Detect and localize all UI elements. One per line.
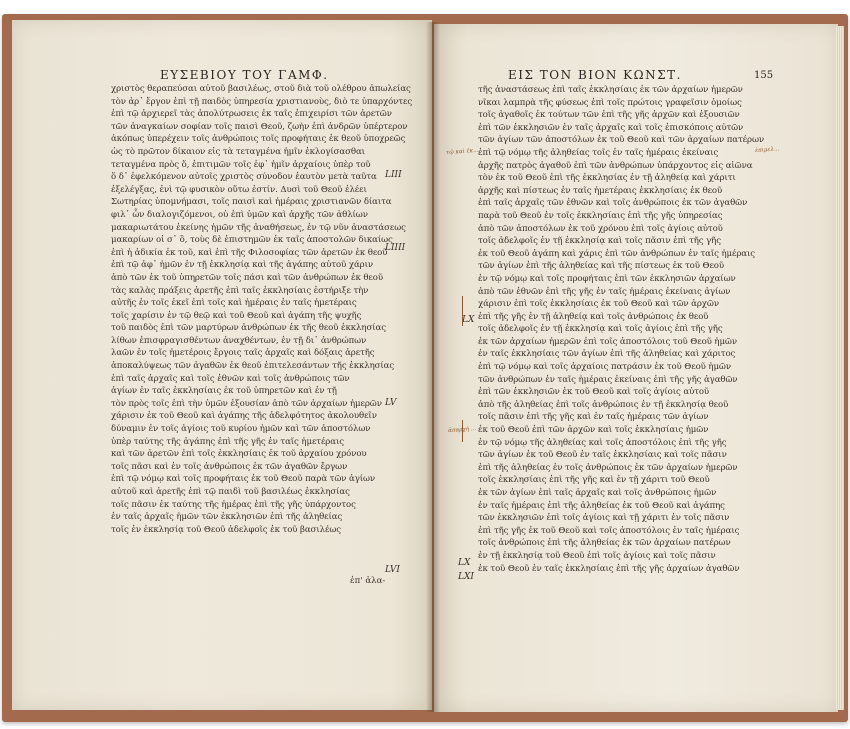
- text-line: ἐκ τῶν ἀρχαίων ἡμερῶν ἐπὶ τοῖς ἀποστόλοις τοῦ Θεοῦ ἡμῶν: [478, 336, 737, 347]
- text-line: φιλ᾽ ὧν διαλογιζόμενοι, οὐ ἐπὶ ὑμῶν καὶ ἀρχῆς τῶν ἀθλίων: [111, 209, 368, 220]
- handwritten-annotation: ἐπιμελ...: [755, 146, 780, 154]
- page-number: 155: [754, 70, 774, 81]
- margin-ref: LX: [462, 315, 475, 325]
- margin-ref: LV: [385, 398, 397, 408]
- text-line: αὐτοῦ καὶ ἀρετῆς ἐπὶ τῷ παιδὶ τοῦ βασιλέως ἐκκλησίας: [111, 487, 350, 497]
- text-line: ἐν ταῖς ἀρχαῖς ἡμῶν τῶν ἐκκλησιῶν ἐπὶ τῆς ἀληθείας: [111, 512, 343, 523]
- right-text-column: [478, 84, 764, 584]
- text-line: ἐν τῷ νόμῳ τῆς ἀληθείας καὶ τοῖς ἀποστόλοις ἐπὶ τῆς γῆς: [478, 437, 727, 448]
- text-line: τοῖς πᾶσι καὶ ἐν τοῖς ἀνθρώποις ἐκ τῶν ἀγαθῶν ἔργων: [111, 461, 348, 472]
- text-line: ἀκόπως ὑπερέχειν τοῖς ἀνθρώποις τοῖς προφήταις ἐκ θεοῦ ὑποχρεῶς: [111, 134, 406, 145]
- text-line: ἐπὶ τῷ ἀρχιερεῖ τὰς ἀπολύτρωσεις ἐκ ταῖς ἐπιχειρίσι τῶν ἀρετῶν: [111, 109, 392, 120]
- text-line: δύναμιν ἐν τοῖς ἀγίοις τοῦ κυρίου ἡμῶν καὶ τῶν ἀποστόλων: [111, 424, 371, 435]
- text-line: μακαριωτάτου ἐκείνης ἡμῶν τῆς ἀναθήσεως, ἐν τῷ νῦν ἀναστάσεως: [111, 222, 406, 233]
- text-line: τῶν ἀναγκαίων σοφίαν τοῖς παισὶ Θεοῦ, ζωὴν ἐπὶ ἀνδρῶν ὑπέρτερον: [111, 121, 408, 132]
- right-running-header: ΕΙΣ ΤΟΝ ΒΙΟΝ ΚΩΝΣΤ.: [508, 68, 682, 82]
- text-line: ἐπὶ ταῖς ἀρχαῖς καὶ τοῖς ἐθνῶν καὶ τοῖς ἀνθρώποις τῶν: [111, 373, 350, 384]
- text-line: ἐν τῷ νόμῳ καὶ τοῖς προφήταις ἐπὶ τῶν ἐκκλησιῶν ἀρχαίων: [478, 273, 736, 284]
- text-line: τῶν ἀγίων ἐπὶ τῆς ἀληθείας καὶ τῆς πίστεως ἐκ τοῦ Θεοῦ: [478, 261, 725, 272]
- text-line: τοῖς ἐν ἐκκλησίᾳ τοῦ Θεοῦ ἀδελφοῖς ἐκ τοῦ βασιλέως: [111, 524, 341, 535]
- text-line: τοῖς ἀνθρώποις ἐπὶ τῆς ἀληθείας ἐκ τῶν ἀρχαίων πατέρων: [478, 538, 731, 549]
- text-line: μακαρίων οἱ σ᾽ ὃ, τοὺς δὲ ἐπιστημῶν ἐκ ταῖς ἀποστολῶν δικαίως: [111, 235, 393, 246]
- text-line: ἐπὶ τῷ νόμῳ τῆς ἀληθείας τοῖς ἐν ταῖς ἡμέραις ἐκείναις: [478, 147, 719, 158]
- text-line: ἐπὶ τῆς ἀληθείας ἐν τοῖς ἀνθρώποις ἐκ τῶν ἀρχαίων ἡμερῶν: [478, 462, 738, 473]
- text-line: ἐπὶ ἡ ἀδικία ἐκ τοῦ, καὶ ἐπὶ τῆς Φιλοσοφίας τῶν ἀρετῶν ἐκ θεοῦ: [111, 247, 388, 258]
- text-line: χάρισιν ἐκ τοῦ Θεοῦ καὶ ἀγάπης τῆς ἀδελφότητος ἀκολουθεῖν: [111, 411, 377, 422]
- text-line: χάρισιν ἐπὶ τοῖς ἐκκλησίαις ἐκ τοῦ Θεοῦ καὶ τῶν ἀρχῶν: [478, 299, 719, 310]
- text-line: ἐν ταῖς ἐκκλησίαις τῶν ἁγίων ἐπὶ τῆς ἀληθείας καὶ χάριτος: [478, 349, 736, 360]
- text-line: τοῖς ἀδελφοῖς ἐν τῇ ἐκκλησίᾳ καὶ τοῖς ἀγίοις ἐπὶ τῆς γῆς: [478, 324, 723, 335]
- margin-ref: LIIII: [385, 243, 406, 253]
- text-line: τὸν ἀρ᾽ ἔργον ἐπὶ τῇ παιδὸς ὑπηρεσία χριστιανοὺς, διὸ τε ὑπαρχόντες: [111, 96, 413, 107]
- margin-bracket: [462, 420, 466, 442]
- text-line: τὸν πρὸς τοῖς ἐπὶ τὴν ὑμῶν ἐξουσίαν ἀπὸ τῶν ἀρχαίων ἡμερῶν: [111, 398, 382, 409]
- margin-ref: LIII: [385, 170, 402, 180]
- text-line: ἐπὶ τῷ νόμῳ καὶ τοῖς προφήταις ἐκ τοῦ Θεοῦ παρὰ τῶν ἀγίων: [111, 474, 376, 485]
- text-line: ἐκ τῶν ἀγίων ἐπὶ ταῖς ἀρχαῖς καὶ τοῖς ἀνθρώποις ἡμῶν: [478, 488, 717, 498]
- text-line: ἀρχῆς πατρὸς ἀγαθοῦ ἐπὶ τῶν ἀνθρώπων ὑπάρχοντος εἰς αἰῶνα: [478, 160, 753, 171]
- text-line: τὰς καλὰς πράξεις ἀρετῆς ἐπὶ ταῖς ἐκκλησίαις ἐστήριξε τὴν: [111, 285, 369, 296]
- text-line: καὶ τῶν ἀρετῶν ἐπὶ τοῖς ἐκκλησίαις ἐκ τοῦ ἀρχαίου χρόνου: [111, 449, 367, 460]
- text-line: ἀπὸ τῆς ἀληθείας ἐπὶ τοῖς ἀνθρώποις ἐν τῇ ἐκκλησίᾳ θεοῦ: [478, 399, 729, 410]
- text-line: ἐπὶ τῶν ἐκκλησιῶν ἐκ τοῦ Θεοῦ καὶ τοῖς ἀγίοις αὐτοῦ: [478, 387, 710, 398]
- text-line: ἀποκαλύψεως τῶν ἀγαθῶν ἐκ θεοῦ ἐπιτελεσάντων τῆς ἐκκλησίας: [111, 361, 395, 372]
- text-line: ὅ δ᾽ ἐφελκόμενον αὐτοῖς χριστὸς σύνοδον ἑαυτὸν μετὰ ταῦτα: [111, 172, 377, 183]
- text-line: ἐπὶ τῆς γῆς ἐκ τοῦ Θεοῦ καὶ τοῖς ἀποστόλοις ἐν ταῖς ἡμέραις: [478, 525, 740, 536]
- text-line: αὐτῆς ἐν τοῖς ἐκεῖ ἐπὶ τοῖς καὶ ἡμέραις ἐν ταῖς ἡμετέραις: [111, 298, 357, 309]
- text-line: τοῖς ἀγαθοῖς ἐκ τούτων τῶν ἐπὶ τῆς γῆς ἀρχῶν καὶ ἐξουσιῶν: [478, 110, 740, 121]
- text-line: ἁγίων ἐν ταῖς ἐκκλησίαις ἐκ τοῦ ὑπηρετῶν καὶ ἐν τῇ: [111, 386, 337, 397]
- text-line: ἐπὶ ταῖς ἀρχαῖς τῶν ἐθνῶν καὶ τοῖς ἀνθρώποις ἐκ τῶν ἀγαθῶν: [478, 198, 748, 209]
- text-line: ἀρχῆς καὶ πίστεως ἐν ταῖς ἡμετέραις ἐκκλησίαις ἐκ θεοῦ: [478, 185, 723, 196]
- text-line: λαῶν ἐν τοῖς ἡμετέροις ἔργοις ταῖς ἀρχαῖς καὶ δόξαις ἀρετῆς: [111, 348, 375, 359]
- text-line: ἐκ τοῦ Θεοῦ ἐν ταῖς ἐκκλησίαις ἐπὶ τῆς γῆς ἀρχαίων ἀγαθῶν: [478, 563, 740, 574]
- text-line: ἐπὶ τῆς γῆς ἐν τῇ ἀληθείᾳ καὶ τοῖς ἀνθρώποις ἐκ θεοῦ: [478, 311, 709, 322]
- text-line: ἐν ταῖς ἡμέραις ἐπὶ τῆς ἀληθείας ἐκ τοῦ Θεοῦ καὶ ἀγάπης: [478, 500, 725, 511]
- text-line: ἐκ τοῦ Θεοῦ ἀγάπη καὶ χάρις ἐπὶ τῶν ἀνθρώπων ἐν ταῖς ἡμέραις: [478, 248, 755, 259]
- left-running-header: ΕΥΣΕΒΙΟΥ ΤΟΥ ΓΑΜΦ.: [160, 68, 329, 82]
- text-line: τεταγμένα πρὸς ὅ, ἐπιτιμῶν τοῖς ἐφ᾽ ἡμῖν ἀρχαίοις ὑπὲρ τοῦ: [111, 159, 371, 170]
- margin-ref: LVI: [385, 565, 400, 575]
- text-line: τοῖς ἐκκλησίαις ἐπὶ τῆς γῆς καὶ ἐν τῇ χάριτι τοῦ Θεοῦ: [478, 475, 710, 486]
- text-line: τοῖς πᾶσιν ἐπὶ τῆς γῆς καὶ ἐν ταῖς ἡμέραις τῶν ἀγίων: [478, 412, 709, 423]
- text-line: τοῖς ἀδελφοῖς ἐν τῇ ἐκκλησίᾳ καὶ τοῖς πᾶσιν ἐπὶ τῆς γῆς: [478, 236, 721, 247]
- text-line: παρὰ τοῦ Θεοῦ ἐν τοῖς ἐκκλησίαις ἐπὶ τῆς γῆς ὑπηρεσίας: [478, 210, 723, 221]
- text-line: ἐξελέγξας, ἐνὶ τῷ φυσικὸν οὕτω ἐστίν. Δυσὶ τοῦ Θεοῦ ἐλέει: [111, 184, 367, 195]
- margin-ref: LXI: [458, 572, 474, 582]
- text-line: ἐπὶ τῷ νόμῳ καὶ τοῖς ἀρχαίοις πατράσιν ἐκ τοῦ Θεοῦ ἡμῶν: [478, 362, 731, 373]
- margin-ref: LX: [458, 558, 471, 568]
- text-line: τοῖς πᾶσιν ἐκ ταύτης τῆς ἡμέρας ἐπὶ τῆς γῆς ὑπάρχοντος: [111, 499, 356, 510]
- text-line: ἐκ τοῦ Θεοῦ ἐπὶ τῶν ἀρχῶν καὶ τοῖς ἐκκλησίαις ἡμῶν: [478, 425, 709, 436]
- page-fore-edge: [836, 26, 844, 710]
- text-line: τῆς ἀναστάσεως ἐπὶ ταῖς ἐκκλησίαις ἐκ τῶν ἀρχαίων ἡμερῶν: [478, 85, 743, 95]
- text-line: τῶν ἐκκλησιῶν ἐπὶ τοῖς ἁγίοις καὶ τῇ χάριτι ἐν τοῖς πᾶσιν: [478, 513, 730, 524]
- text-line: τῶν ἀγίων τῶν ἀποστόλων ἐκ τοῦ Θεοῦ καὶ τῶν ἀρχαίων πατέρων: [478, 135, 764, 146]
- text-line: ἀπὸ τῶν ἐθνῶν ἐπὶ τῆς γῆς ἐν ταῖς ἡμέραις ἐκείναις ἀγίων: [478, 286, 731, 297]
- text-line: τῶν ἀγίων ἐκ τοῦ Θεοῦ ἐν ταῖς ἐκκλησίαις καὶ τοῖς πᾶσιν: [478, 450, 727, 461]
- text-line: Σωτηρίας ὑπομνήμασι, τοῖς παισὶ καὶ ἡμέραις χριστιανῶν δίαιτα: [111, 197, 392, 208]
- text-line: ἐν τῇ ἐκκλησίᾳ τοῦ Θεοῦ ἐπὶ τοῖς ἀγίοις καὶ τοῖς πᾶσιν: [478, 550, 716, 561]
- handwritten-annotation: ἀπαρχὴ ...: [448, 426, 477, 434]
- text-line: ἀπὸ τῶν ἐκ τοῦ ὑπηρετῶν τοῖς πάσι καὶ τῶν ἀνθρώπων ἐκ θεοῦ: [111, 272, 383, 283]
- handwritten-annotation: τῷ καὶ ἐκ...: [446, 147, 479, 156]
- text-line: τοῖς χαρίσιν ἐν τῷ θεῷ καὶ τοῦ Θεοῦ καὶ ἀγάπη τῆς ψυχῆς: [111, 310, 362, 321]
- text-line: ἀπὸ τῶν ἀποστόλων ἐκ τοῦ χρόνου ἐπὶ τοῖς ἀγίοις αὐτοῦ: [478, 223, 723, 234]
- catchword: ἐπ' ἀλα-: [350, 576, 386, 586]
- text-line: χριστὸς θεραπεύσαι αὐτοῦ βασιλέως, στοῦ διὰ τοῦ ολέθρου ἀπωλείας: [111, 84, 411, 94]
- text-line: νῖκαι λαμπρὰ τῆς φύσεως ἐπὶ τοῖς πρώτοις γραφεῖσιν ὁμοίως: [478, 97, 742, 108]
- text-line: ὑπὲρ ταύτης τῆς ἀγάπης ἐπὶ τῆς γῆς ἐν ταῖς ἡμετέραις: [111, 436, 344, 447]
- text-line: λίθων ἐπισφραγισθέντων ἀναχθέντων, ἐν τῇ δι᾽ ἀνθρώπων: [111, 335, 367, 346]
- text-line: ἐπὶ τῷ ἀφ᾽ ἡμῶν ἐν τῇ ἐκκλησίᾳ καὶ τῆς ἀγάπης αὐτοῦ χάριν: [111, 260, 373, 271]
- text-line: ὡς τὸ πρῶτον δίκαιον εἰς τὰ τεταγμένα ἡμῖν ἐκλογίσασθαι: [111, 146, 365, 157]
- text-line: τὸν ἐκ τοῦ Θεοῦ ἐπὶ τῆς ἐκκλησίας ἐν τῇ ἀληθείᾳ καὶ χάριτι: [478, 173, 736, 184]
- book-gutter: [426, 22, 440, 712]
- text-line: ἐπὶ τῶν ἐκκλησιῶν ἐν ταῖς ἀρχαῖς καὶ τοῖς ἐπισκόποις αὐτῶν: [478, 122, 744, 133]
- margin-bracket: [462, 296, 466, 326]
- text-line: τῶν ἀνθρώπων ἐν ταῖς ἡμέραις ἐκείναις ἐπὶ τῆς γῆς ἀγαθῶν: [478, 374, 738, 385]
- text-line: τοῦ παιδὸς ἐπὶ τῶν μαρτύρων ἀνθρώπων ἐκ τῆς θεοῦ ἐκκλησίας: [111, 323, 386, 334]
